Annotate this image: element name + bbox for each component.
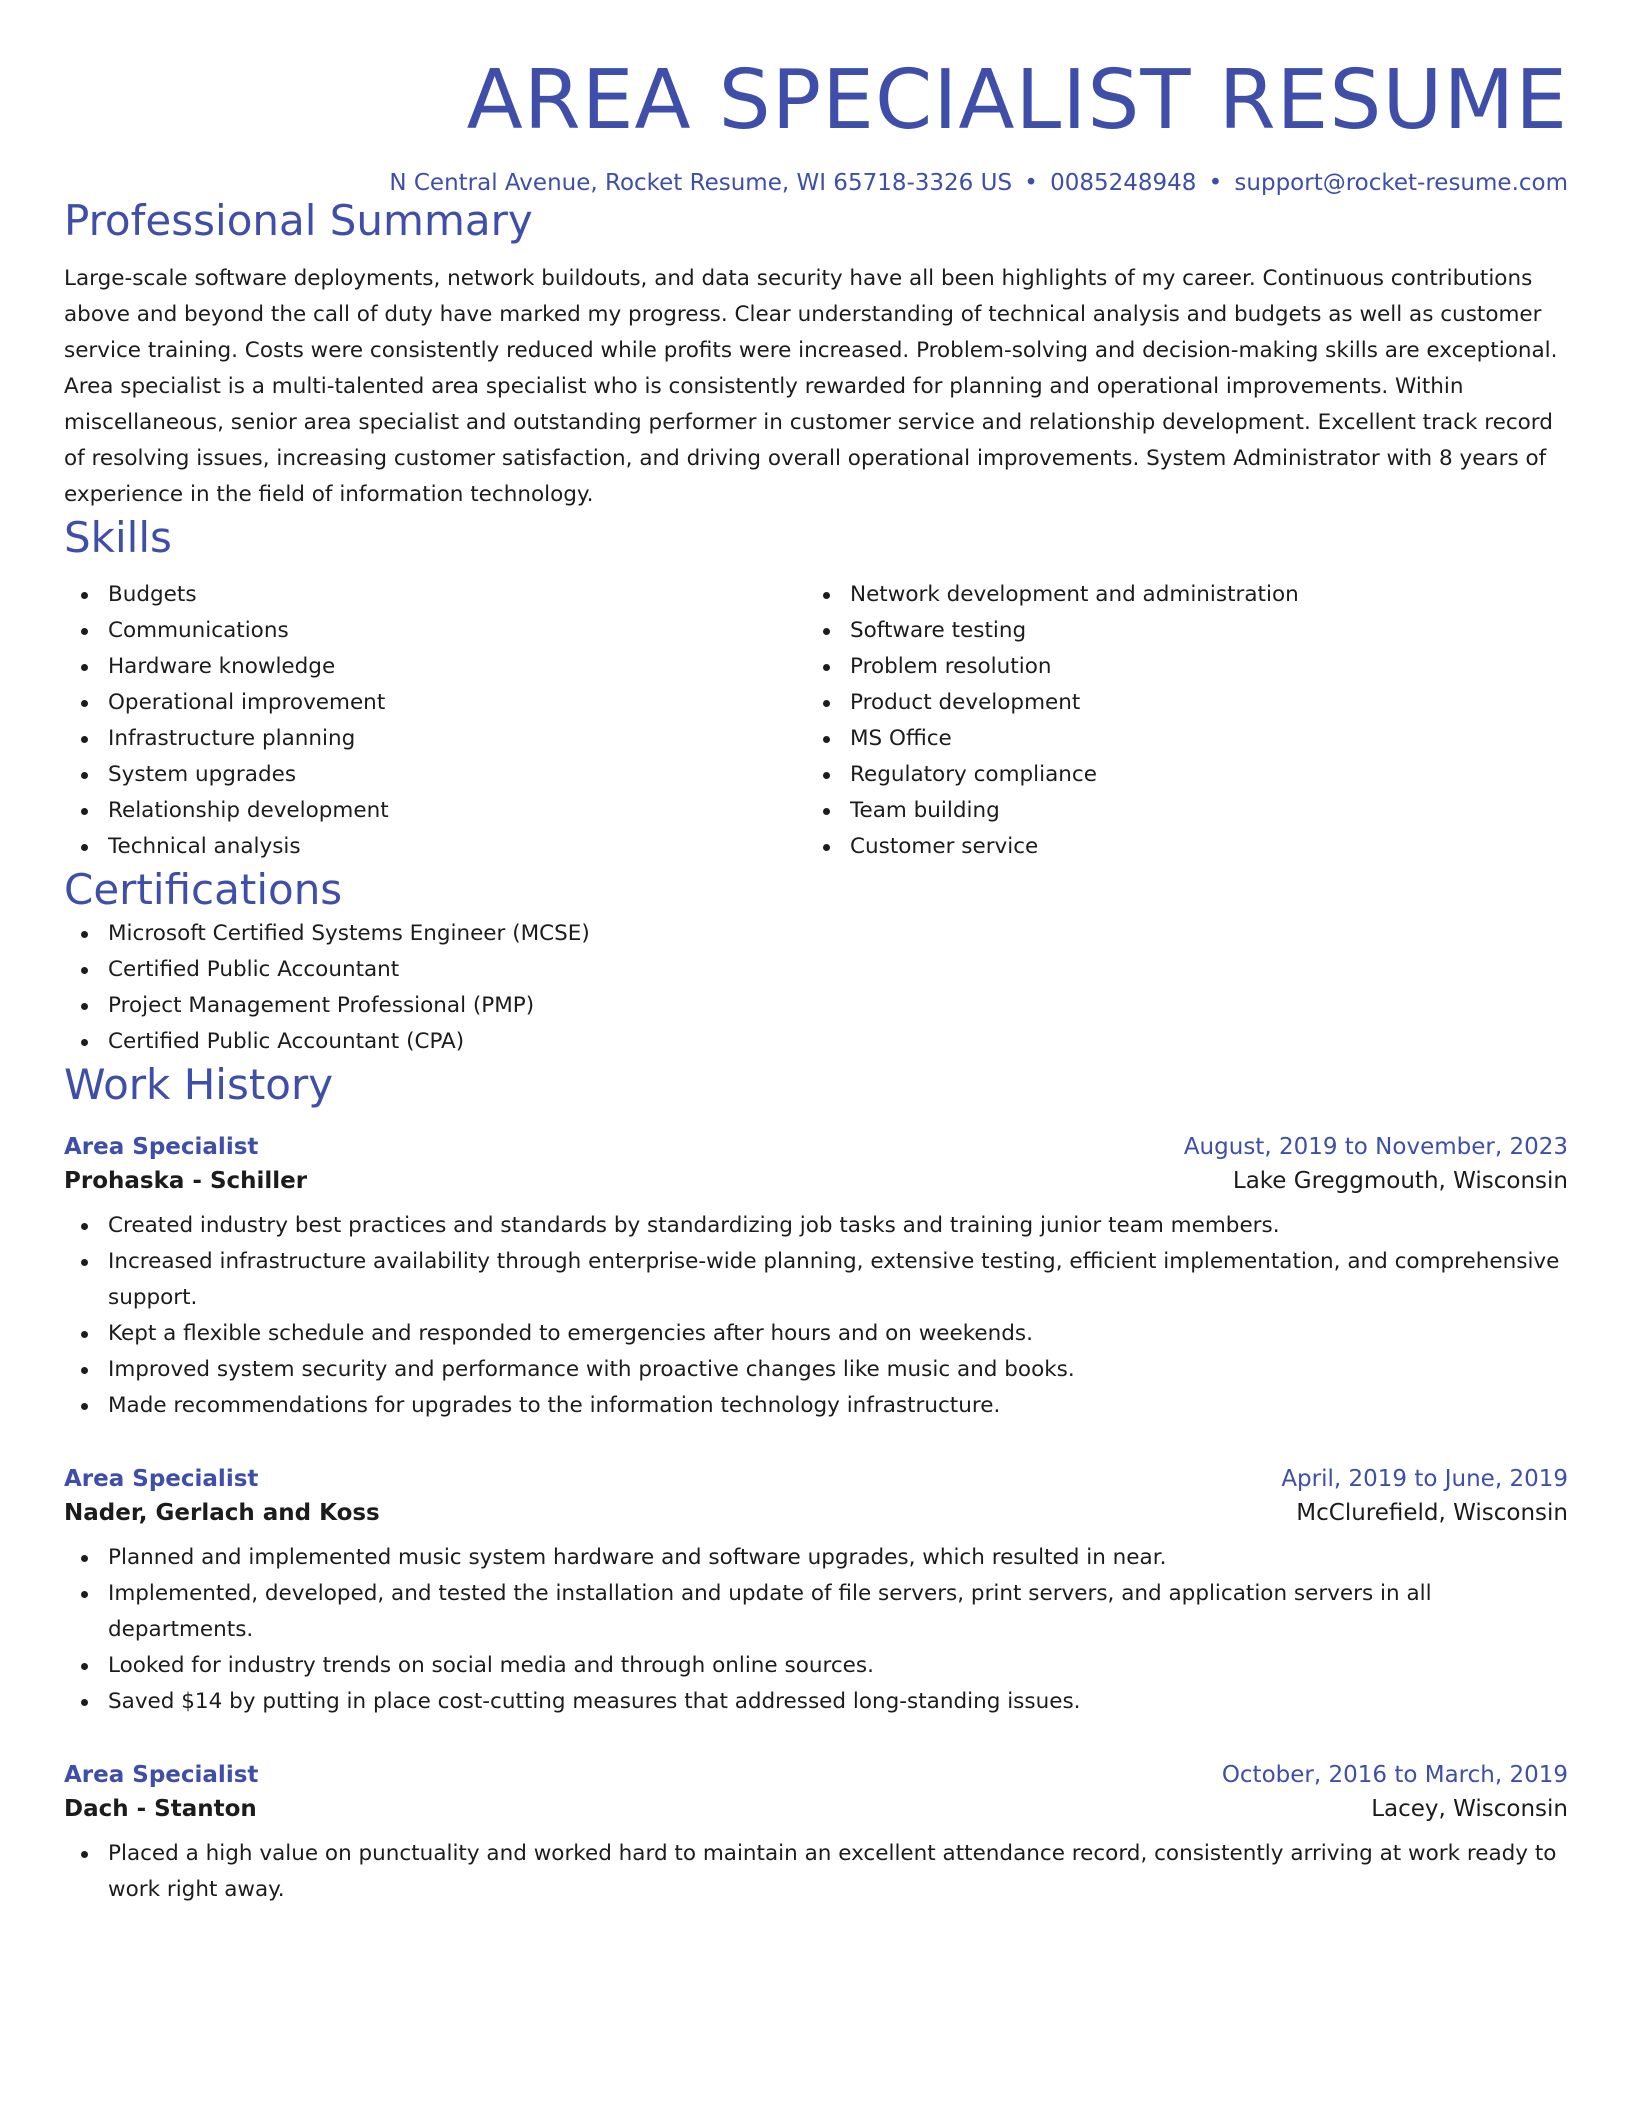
job-dates: April, 2019 to June, 2019 xyxy=(1281,1465,1568,1492)
skills-list-left xyxy=(64,577,806,865)
skill-item: Communications xyxy=(64,613,806,649)
certification-item: Certified Public Accountant (CPA) xyxy=(64,1024,1568,1060)
job-bullets xyxy=(64,1208,1568,1424)
skills-columns xyxy=(64,577,1568,865)
certification-item: Certified Public Accountant xyxy=(64,952,1568,988)
certification-item: Microsoft Certified Systems Engineer (MCSE) xyxy=(64,916,1568,952)
job-entry xyxy=(64,1134,1568,1424)
skill-item: Software testing xyxy=(806,613,1548,649)
job-company: Dach - Stanton xyxy=(64,1795,257,1822)
skill-item: Technical analysis xyxy=(64,829,806,865)
summary-text: Large-scale software deployments, network buildouts, and data security have all been highlights of my career. Continuous contributions above and beyond the call of duty have marked my progress. Clear understanding of technical analysis and budgets as well as customer service training. Costs were consistently reduced while profits were increased. Problem-solving and decision-making skills are exceptional. Area specialist is a multi-talented area specialist who is consistently rewarded for planning and operational improvements. Within miscellaneous, senior area specialist and outstanding performer in customer service and relationship development. Excellent track record of resolving issues, increasing customer satisfaction, and driving overall operational improvements. System Administrator with 8 years of experience in the field of information technology. xyxy=(64,265,1558,507)
job-dates: August, 2019 to November, 2023 xyxy=(1183,1133,1568,1160)
job-company: Nader, Gerlach and Koss xyxy=(64,1499,380,1526)
job-bullet: Placed a high value on punctuality and worked hard to maintain an excellent attendance record, consistently arriving at work ready to work right away. xyxy=(64,1836,1568,1908)
job-dates: October, 2016 to March, 2019 xyxy=(1221,1761,1568,1788)
job-bullet: Implemented, developed, and tested the installation and update of file servers, print servers, and application servers in all departments. xyxy=(64,1576,1568,1648)
contact-email: support@rocket-resume.com xyxy=(1234,170,1568,197)
job-bullet: Looked for industry trends on social media and through online sources. xyxy=(64,1648,1568,1684)
job-title: Area Specialist xyxy=(64,1761,259,1788)
resume-title: AREA SPECIALIST RESUME xyxy=(466,53,1568,148)
skill-item: Infrastructure planning xyxy=(64,721,806,757)
skill-item: System upgrades xyxy=(64,757,806,793)
job-title: Area Specialist xyxy=(64,1133,259,1160)
skill-item: Team building xyxy=(806,793,1548,829)
job-location: McClurefield, Wisconsin xyxy=(1296,1499,1568,1526)
skill-item: Relationship development xyxy=(64,793,806,829)
job-bullet: Kept a flexible schedule and responded to emergencies after hours and on weekends. xyxy=(64,1316,1568,1352)
skill-item: Budgets xyxy=(64,577,806,613)
skill-item: MS Office xyxy=(806,721,1548,757)
skill-item: Network development and administration xyxy=(806,577,1548,613)
skill-item: Regulatory compliance xyxy=(806,757,1548,793)
job-title: Area Specialist xyxy=(64,1465,259,1492)
skill-item: Operational improvement xyxy=(64,685,806,721)
contact-separator: • xyxy=(1024,170,1038,197)
job-bullets xyxy=(64,1836,1568,1908)
job-bullet: Made recommendations for upgrades to the information technology infrastructure. xyxy=(64,1388,1568,1424)
skills-heading: Skills xyxy=(64,512,172,562)
job-company: Prohaska - Schiller xyxy=(64,1167,308,1194)
work-history-heading: Work History xyxy=(64,1059,334,1109)
contact-separator: • xyxy=(1208,170,1223,197)
certifications-list xyxy=(64,916,1568,1060)
job-location: Lake Greggmouth, Wisconsin xyxy=(1232,1167,1568,1194)
job-bullet: Increased infrastructure availability through enterprise-wide planning, extensive testing, efficient implementation, and comprehensive support. xyxy=(64,1244,1568,1316)
job-bullet: Saved $14 by putting in place cost-cutting measures that addressed long-standing issues. xyxy=(64,1684,1568,1720)
job-bullet: Improved system security and performance with proactive changes like music and books. xyxy=(64,1352,1568,1388)
job-bullets xyxy=(64,1540,1568,1720)
job-bullet: Created industry best practices and standards by standardizing job tasks and training junior team members. xyxy=(64,1208,1568,1244)
contact-line xyxy=(64,170,1568,196)
certification-item: Project Management Professional (PMP) xyxy=(64,988,1568,1024)
skill-item: Hardware knowledge xyxy=(64,649,806,685)
skill-item: Customer service xyxy=(806,829,1548,865)
skill-item: Problem resolution xyxy=(806,649,1548,685)
job-entry xyxy=(64,1466,1568,1720)
summary-heading: Professional Summary xyxy=(64,196,533,246)
certifications-heading: Certifications xyxy=(64,865,343,915)
contact-address: N Central Avenue, Rocket Resume, WI 65718-3326 US xyxy=(389,170,1013,197)
skill-item: Product development xyxy=(806,685,1548,721)
skills-list-right xyxy=(806,577,1548,865)
job-location: Lacey, Wisconsin xyxy=(1371,1795,1568,1822)
contact-phone: 0085248948 xyxy=(1050,170,1197,197)
job-bullet: Planned and implemented music system hardware and software upgrades, which resulted in near. xyxy=(64,1540,1568,1576)
job-entry xyxy=(64,1762,1568,1908)
